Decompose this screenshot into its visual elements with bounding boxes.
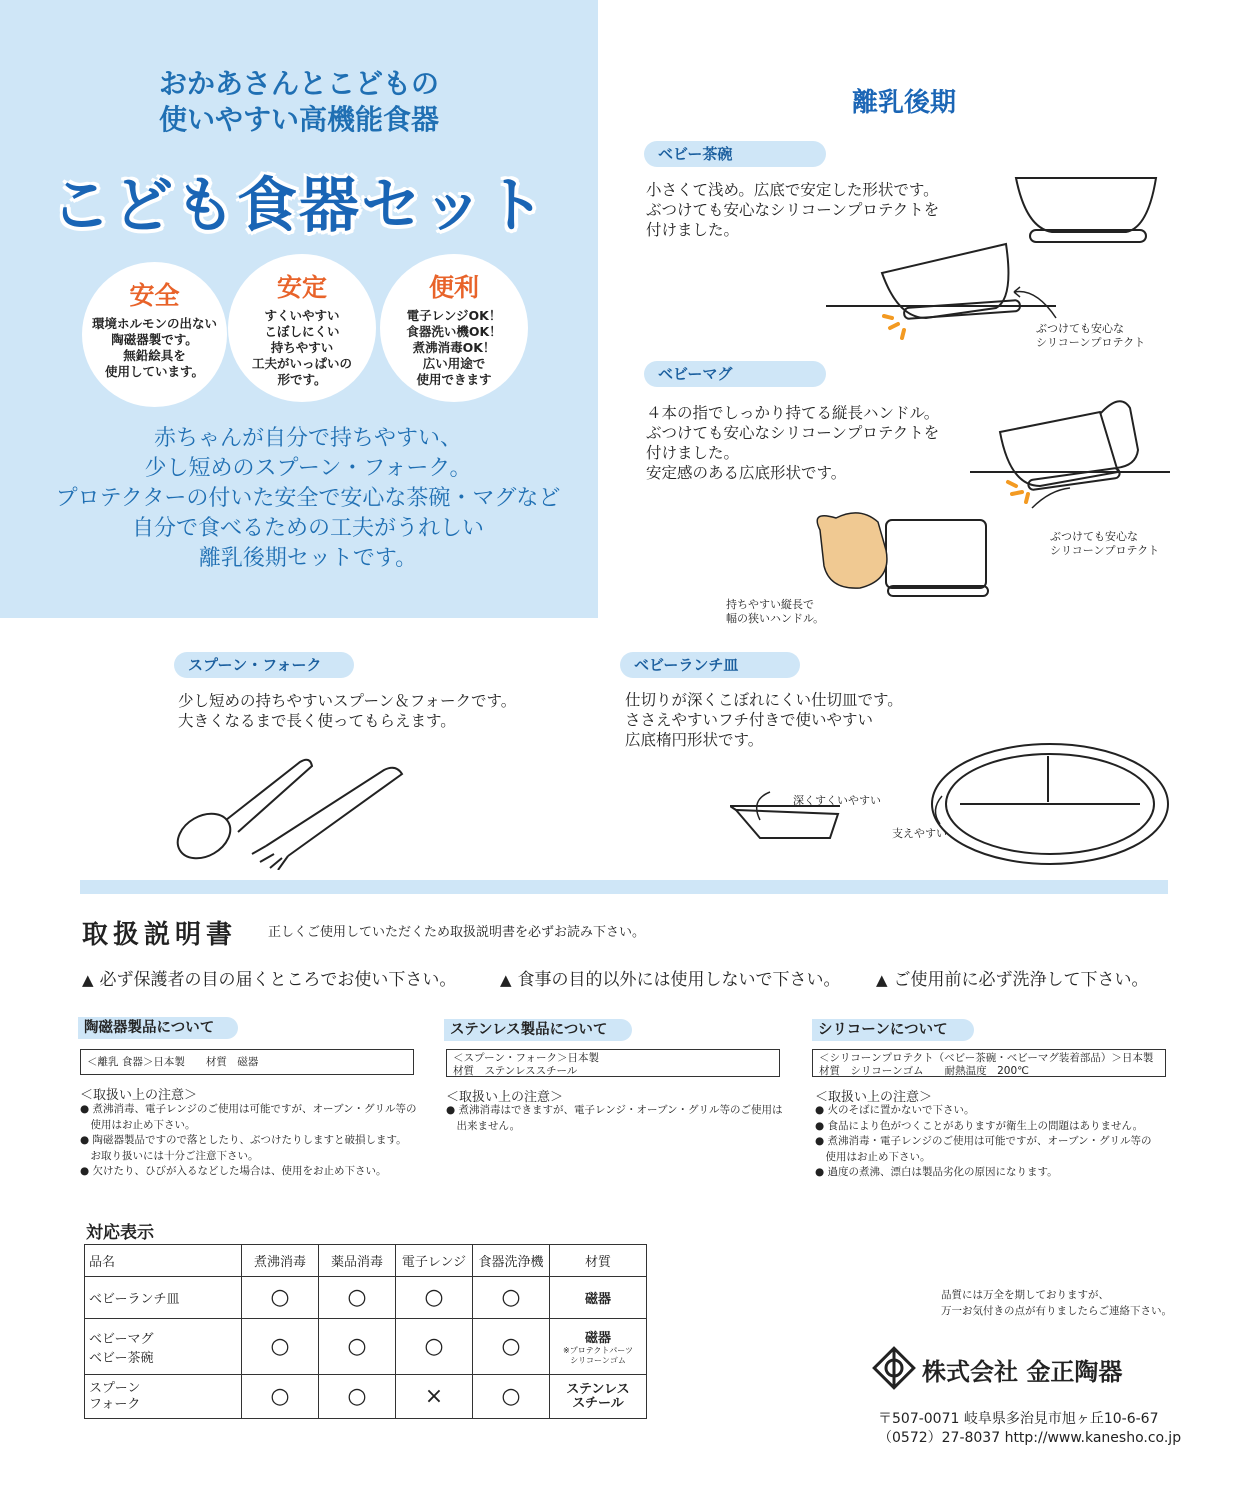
hero-body-line: プロテクターの付いた安全で安心な茶碗・マグなど [55, 486, 561, 511]
spoon-fork-illustration [170, 750, 420, 870]
manual-title: 取扱説明書 [82, 920, 238, 950]
row-mark: ○ [319, 1319, 396, 1375]
feature-title: 安全 [129, 281, 180, 310]
stainless-care [446, 1103, 783, 1134]
row-mark: ○ [319, 1277, 396, 1319]
spoon-desc [178, 691, 516, 731]
row-mark: ○ [396, 1277, 473, 1319]
row-name: ベビーマグ ベビー茶碗 [85, 1319, 242, 1375]
feature-line: すくいやすい [264, 308, 340, 323]
ceramic-heading: 陶磁器製品について [78, 1017, 238, 1039]
feature-line: 食器洗い機OK！ [406, 324, 502, 339]
quality-note [941, 1287, 1172, 1319]
desc-line: 付けました。 [646, 444, 740, 462]
warning-3 [876, 965, 1149, 990]
mug-label: ベビーマグ [644, 361, 826, 387]
quality-line: 万一お気付きの点が有りましたらご連絡下さい。 [941, 1305, 1172, 1317]
note-line: ぶつけても安心な [1036, 322, 1124, 335]
table-row [85, 1277, 647, 1319]
feature-line: 無鉛絵具を [123, 348, 186, 363]
bowl-label: ベビー茶碗 [644, 141, 826, 167]
section-title: 離乳後期 [852, 88, 957, 118]
ceramic-care [80, 1102, 417, 1180]
company-address [878, 1410, 1181, 1448]
warning-1 [82, 965, 456, 990]
feature-line: 陶磁器製です。 [111, 332, 198, 347]
feature-stable [228, 254, 376, 402]
silicone-care [815, 1103, 1152, 1181]
quality-line: 品質には万全を期しておりますが、 [941, 1289, 1109, 1301]
row-mark: ○ [473, 1319, 550, 1375]
care-line: ● 煮沸消毒はできますが、電子レンジ・オーブン・グリル等のご使用は [446, 1104, 783, 1116]
care-line: ● 煮沸消毒、電子レンジのご使用は可能ですが、オーブン・グリル等の [80, 1103, 417, 1115]
desc-line: 付けました。 [646, 221, 740, 239]
table-header: 煮沸消毒 [242, 1245, 319, 1277]
plate-illustration [730, 740, 1170, 880]
bowl-note [1036, 322, 1145, 350]
desc-line: ぶつけても安心なシリコーンプロテクトを [646, 424, 940, 442]
warning-icon: ▲ [876, 971, 888, 989]
spec-line: ＜スプーン・フォーク＞日本製 [453, 1052, 599, 1064]
feature-body [228, 308, 376, 388]
spoon-icon [170, 805, 238, 868]
feature-line: 形です。 [277, 372, 327, 387]
care-line: ● 過度の煮沸、漂白は製品劣化の原因になります。 [815, 1166, 1058, 1178]
feature-line: 電子レンジOK！ [406, 308, 502, 323]
plate-note-scoop: 深くすくいやすい [793, 794, 881, 807]
table-header-row [85, 1245, 647, 1277]
care-line: ● 欠けたり、ひびが入るなどした場合は、使用をお止め下さい。 [80, 1165, 387, 1177]
row-material: 磁器 [584, 1331, 611, 1346]
feature-line: 持ちやすい [270, 340, 334, 355]
warning-icon: ▲ [500, 971, 512, 989]
silicone-care-heading: ＜取扱い上の注意＞ [815, 1090, 933, 1105]
row-material-cell [550, 1319, 647, 1375]
stainless-care-heading: ＜取扱い上の注意＞ [446, 1090, 564, 1105]
desc-line: 広底楕円形状です。 [625, 731, 764, 749]
warning-text: 食事の目的以外には使用しないで下さい。 [517, 970, 841, 990]
manual-subtitle: 正しくご使用していただくため取扱説明書を必ずお読み下さい。 [268, 925, 646, 940]
table-row [85, 1375, 647, 1419]
feature-line: 煮沸消毒OK！ [412, 340, 496, 355]
mug-illustration [800, 390, 1180, 610]
desc-line: 安定感のある広底形状です。 [646, 464, 847, 482]
desc-line: ぶつけても安心なシリコーンプロテクトを [646, 201, 940, 219]
hero-subtitle-line: 使いやすい高機能食器 [158, 103, 439, 136]
spoon-label: スプーン・フォーク [174, 652, 354, 678]
fork-icon [252, 846, 288, 870]
table-header: 電子レンジ [396, 1245, 473, 1277]
note-line: シリコーンプロテクト [1036, 336, 1146, 349]
row-mark: ○ [473, 1375, 550, 1419]
spec-line: 材質 ステンレススチール [453, 1065, 578, 1077]
hand-icon [817, 513, 887, 588]
care-line: ● 煮沸消毒・電子レンジのご使用は可能ですが、オーブン・グリル等の [815, 1135, 1152, 1147]
spec-line: 材質 シリコーンゴム 耐熱温度 200℃ [819, 1065, 1029, 1077]
hero-body-line: 自分で食べるための工夫がうれしい [131, 516, 484, 541]
hero-subtitle [0, 66, 598, 138]
care-line: 出来ません。 [446, 1119, 521, 1132]
note-line: 持ちやすい縦長で [726, 598, 814, 611]
desc-line: 少し短めの持ちやすいスプーン＆フォークです。 [178, 692, 517, 710]
hero-body-line: 赤ちゃんが自分で持ちやすい、 [153, 426, 462, 451]
row-material: ステンレス スチール [550, 1375, 647, 1419]
stainless-heading: ステンレス製品について [444, 1019, 632, 1041]
feature-safe [82, 262, 227, 407]
company-logo-icon [872, 1346, 916, 1390]
feature-body [82, 316, 227, 380]
mug-note [1050, 530, 1159, 558]
feature-title: 便利 [428, 273, 479, 302]
note-line: シリコーンプロテクト [1050, 544, 1160, 557]
divider-bar [80, 880, 1168, 894]
address-line: （0572）27-8037 http://www.kanesho.co.jp [878, 1430, 1182, 1446]
hero-title: こども食器セット [51, 171, 547, 241]
care-line: ● 陶磁器製品ですので落としたり、ぶつけたりしますと破損します。 [80, 1134, 407, 1146]
table-row [85, 1319, 647, 1375]
silicone-spec [812, 1049, 1166, 1077]
care-line: お取り扱いには十分ご注意下さい。 [80, 1149, 259, 1162]
row-mark: ○ [319, 1375, 396, 1419]
care-line: 使用はお止め下さい。 [80, 1118, 196, 1131]
hero-body [0, 424, 616, 574]
row-name: スプーン フォーク [85, 1375, 242, 1419]
hero-body-line: 少し短めのスプーン・フォーク。 [144, 456, 472, 481]
feature-body [380, 308, 528, 388]
address-line: 〒507-0071 岐阜県多治見市旭ヶ丘10-6-67 [878, 1411, 1159, 1427]
care-line: ● 火のそばに置かないで下さい。 [815, 1104, 975, 1116]
desc-line: 大きくなるまで長く使ってもらえます。 [178, 712, 456, 730]
warning-2 [500, 965, 841, 990]
care-line: ● 食品により色がつくことがありますが衛生上の問題はありません。 [815, 1119, 1144, 1132]
row-mark: ○ [473, 1277, 550, 1319]
row-material-note: ※プロテクトパーツ シリコーンゴム [563, 1346, 633, 1365]
row-material: 磁器 [550, 1277, 647, 1319]
table-header: 材質 [550, 1245, 647, 1277]
ceramic-care-heading: ＜取扱い上の注意＞ [80, 1088, 198, 1103]
feature-convenient [380, 254, 528, 402]
desc-line: 仕切りが深くこぼれにくい仕切皿です。 [625, 691, 903, 709]
warning-text: 必ず保護者の目の届くところでお使い下さい。 [99, 970, 457, 990]
feature-line: こぼしにくい [264, 324, 340, 339]
table-header: 品名 [85, 1245, 242, 1277]
feature-line: 使用できます [416, 372, 492, 387]
row-mark: ○ [242, 1375, 319, 1419]
row-mark: ○ [396, 1319, 473, 1375]
feature-line: 使用しています。 [104, 364, 204, 379]
stainless-spec [446, 1049, 780, 1077]
row-mark: × [396, 1375, 473, 1419]
warning-text: ご使用前に必ず洗浄して下さい。 [893, 970, 1149, 990]
spec-line: ＜シリコーンプロテクト（ベビー茶碗・ベビーマグ装着部品）＞日本製 [819, 1052, 1154, 1064]
desc-line: 小さくて浅め。広底で安定した形状です。 [646, 181, 939, 199]
feature-line: 工夫がいっぱいの [251, 356, 352, 371]
plate-note-support: 支えやすい [892, 827, 947, 840]
plate-label: ベビーランチ皿 [620, 652, 800, 678]
desc-line: ささえやすいフチ付きで使いやすい [625, 711, 874, 729]
compat-table [84, 1244, 647, 1419]
spec-line: ＜離乳 食器＞日本製 材質 磁器 [87, 1056, 259, 1068]
mug-handle-note [726, 598, 824, 626]
hero-body-line: 離乳後期セットです。 [198, 546, 418, 571]
note-line: ぶつけても安心な [1050, 530, 1138, 543]
care-line: 使用はお止め下さい。 [815, 1150, 931, 1163]
table-header: 薬品消毒 [319, 1245, 396, 1277]
desc-line: ４本の指でしっかり持てる縦長ハンドル。 [646, 404, 940, 422]
table-header: 食器洗浄機 [473, 1245, 550, 1277]
feature-title: 安定 [276, 273, 327, 302]
row-mark: ○ [242, 1319, 319, 1375]
row-mark: ○ [242, 1277, 319, 1319]
hero-subtitle-line: おかあさんとこどもの [158, 67, 439, 100]
row-name: ベビーランチ皿 [85, 1277, 242, 1319]
feature-line: 広い用途で [422, 356, 486, 371]
warning-icon: ▲ [82, 971, 94, 989]
note-line: 幅の狭いハンドル。 [726, 612, 825, 625]
company-name: 株式会社 金正陶器 [922, 1358, 1123, 1386]
silicone-heading: シリコーンについて [812, 1019, 974, 1041]
feature-line: 環境ホルモンの出ない [91, 316, 217, 331]
ceramic-spec [80, 1049, 414, 1075]
compat-title: 対応表示 [86, 1223, 154, 1243]
